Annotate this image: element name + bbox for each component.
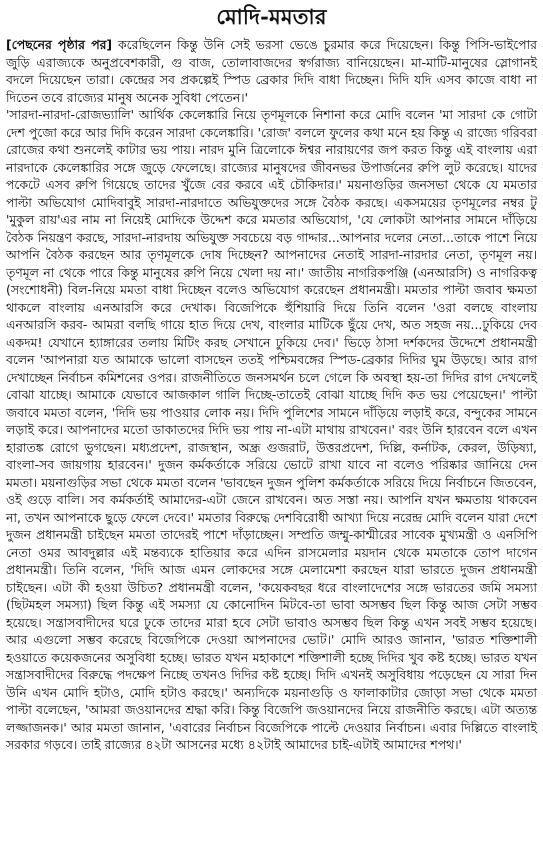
article-paragraph-2: 'সারদা-নারদা-রোজভ্যালি' আর্থিক কেলেঙ্কারি নিয়ে তৃণমূলকে নিশানা করে মোদি বলেন 'মা সারদা কে গোটা দেশ পুজো করে আর দিদি করেন সারদা কেলেঙ্কারি। 'রোজ' বললে ফুলের কথা মনে হয় কিন্তু এ রাজ্যে গরিবরা রোজের কথা শুনলেই কাটার ভয় পায়। নারদ মুনি ত্রিলোকে ঈশ্বর নারায়ণের জপ করত কিন্তু এই বাংলায় এরা নারদাকে কেলেঙ্কারির সঙ্গে জুড়ে ফেলেছে। রাজ্যের মানুষদের জীবনভর উপার্জনের রুপি লুট করেছে। যাদের পকেটে এসব রুপি গিয়েছে তাদের খুঁজে বের করবে এই চৌকিদার।' ময়নাগুড়ির জনসভা থেকে যে মমতার পাল্টা অভিযোগ মোদিবাবুই সারদা-নারদাতে অভিযুক্তদের সঙ্গে বৈঠক করছে। একসময়ের তৃণমূলের নম্বর টু 'মুকুল রায়'এর নাম না নিয়েই মোদিকে উদ্দেশ করে মমতার অভিযোগ, 'যে লোকটা আপনার সামনে দাঁড়িয়ে বৈঠক নিয়ন্ত্রণ করছে, সারদা-নারদায় অভিযুক্ত সবচেয়ে বড় গাদ্দার...আপনার দলের নেতা...তাকে পাশে নিয়ে আপনি বৈঠক করছেন আর তৃণমূলকে দোষ দিচ্ছেন? আপনাদের নেতাই সারদা-নারদার নেতা, তৃণমূল নয়। তৃণমূল না থেকে পারে কিন্তু মানুষের রুপি নিয়ে খেলা দয় না।' জাতীয় নাগরিকপঞ্জি (এনআরসি) ও নাগরিকত্ব (সংশোধনী) বিল-নিয়ে মমতা বাধা দিচ্ছেন বলেও অভিযোগ করেছেন প্রধানমন্ত্রী। মমতার পাল্টা জবাব ক্ষমতা থাকলে বাংলায় এনআরসি করে দেখাক। বিজেপিকে হুঁশিয়ারি দিয়ে তিনি বলেন 'ওরা বলছে বাংলায় এনআরসি করব- আমরা বলছি গায়ে হাত দিয়ে দেখ, বাংলার মাটিকে ছুঁয়ে দেখ, অত সহজ নয়...ঢুকিয়ে দেব একদম! যেখানে হ্যাঙ্গারের তলায় মিটিং করছ সেখানে ঢুকিয়ে দেব।' ভিড়ে ঠাসা দর্শকদের উদ্দেশে প্রধানমন্ত্রী বলেন 'আপনারা যত আমাকে ভালো বাসছেন ততই পশ্চিমবঙ্গের স্পিড-ব্রেকার দিদির ঘুম উড়ছে। আর রাগ দেখাচ্ছেন নির্বাচন কমিশনের ওপর। রাজনীতিতে জনসমর্থন চলে গেলে কি অবস্থা হয়-তা দিদির রাগ দেখলেই বোঝা যাচ্ছে। আমাকে যেভাবে আজকাল গালি দিচ্ছে-তাতেই বোঝা যাচ্ছে দিদি কত ভয় পেয়েছেন।' পাল্টা জবাবে মমতা বলেন, 'দিদি ভয় পাওয়ার লোক নয়। দিদি পুলিশের সামনে দাঁড়িয়ে লড়াই করে, বন্দুকের সামনে লড়াই করে। আপনাদের মতো ডাকাতদের দিদি ভয় পায় না-এটা মাথায় রাখবেন।' বরং উনি হারবেন বলে এখন হারাতঙ্ক রোগে ভুগছেন। মধ্যপ্রদেশ, রাজস্থান, অন্ধ্র গুজরাট, উত্তরপ্রদেশ, দিল্লি, কর্নাটক, কেরল, উড়িষ্যা, বাংলা-সব জায়গায় হারবেন।' দুজন কর্মকর্তাকে সরিয়ে ভোটে রাখা যাবে না বলেও পরিষ্কার জানিয়ে দেন মমতা। ময়নাগুড়ির সভা থেকে মমতা বলেন 'ভাবছেন দুজন পুলিশ কর্মকর্তাকে সরিয়ে দিয়ে নির্বাচনে জিতবেন, ওই গুড়ে বালি। সব কর্মকর্তাই আমাদের-এটা জেনে রাখবেন। অত সস্তা নয়। আপনি যখন ক্ষমতায় থাকবেন না, তখন আপনাকে ছুড়ে ফেলে দেবে।' মমতার বিরুদ্ধে দেশবিরোধী আখ্যা দিয়ে নরেন্দ্র মোদি বলেন যারা দেশে দুজন প্রধানমন্ত্রী চাইছেন মমতা তাদেরই পাশে দাঁড়াচ্ছেন। সম্প্রতি জম্মু-কাশ্মীরের সাবেক মুখ্যমন্ত্রী ও এনসিপি নেতা ওমর আবদুল্লার এই মন্তব্যকে হাতিয়ার করে এদিন রাসমেলার ময়দান থেকে মমতাকে তোপ দাগেন প্রধানমন্ত্রী। তিনি বলেন, 'দিদি আজ এমন লোকদের সঙ্গে মেলামেশা করছেন যারা ভারতে দুজন প্রধানমন্ত্রী চাইছেন। এটা কী হওয়া উচিত? প্রধানমন্ত্রী বলেন, 'কয়েকবছর ধরে বাংলাদেশের সঙ্গে ভারতের জমি সমস্যা (ছিটমহল সমস্যা) ছিল কিন্তু এই সমস্যা যে কোনোদিন মিটবে-তা ভাবা অসম্ভব ছিল কিন্তু আজ সেটা সম্ভব হয়েছে। সন্ত্রাসবাদীদের ঘরে ঢুকে তাদের মারা হবে সেটা ভাবাও অসম্ভব ছিল কিন্তু এখন সবই সম্ভব হয়েছে। আর এগুলো সম্ভব করেছে বিজেপিকে দেওয়া আপনাদের ভোট।' মোদি আরও জানান, 'ভারত শক্তিশালী হওয়াতে কয়েকজনের অসুবিধা হচ্ছে। ভারত যখন মহাকাশে শক্তিশালী হচ্ছে দিদির খুব কষ্ট হচ্ছে। ভারত যখন সন্ত্রাসবাদীদের বিরুদ্ধে পদক্ষেপ নিচ্ছে তখনও দিদির কষ্ট হচ্ছে। দিদি এখনই অসুবিধায় পড়েছেন যে সারা দিন উনি এখন মোদি হটাও, মোদি হটাও করছে।' অন্যদিকে ময়নাগুড়ি ও ফালাকাটার জোড়া সভা থেকে মমতা পাল্টা বলেছেন, 'আমরা জওয়ানদের শ্রদ্ধা করি। কিন্তু বিজেপি জওয়ানদের নিয়ে রাজনীতি করছে। এটা অত্যন্ত লজ্জাজনক।' আর মমতা জানান, 'এবারের নির্বাচন বিজেপিকে পাল্টে দেওয়ার নির্বাচন। এবার দিল্লিতে বাংলাই সরকার গড়বে। তাই রাজ্যের ৪২টা আসনের মধ্যে ৪২টাই আমাদের চাই-এটাই আমাদের শপথ।' [6, 107, 537, 752]
continuation-label: [পেছনের পৃষ্ঠার পর] [6, 37, 113, 52]
paragraph-text: করেছিলেন কিন্তু উনি সেই ভরসা ভেঙে চুরমার করে দিয়েছেন। কিন্তু পিসি-ভাইপোর জুড়ি এরাজ্যকে অনুপ্রবেশকারী, গু বাজ, তোলাবাজদের স্বর্গরাজ্য বানিয়েছেন। মা-মাটি-মানুষের স্লোগানই বদলে দিয়েছেন তারা। কেন্দ্রের সব প্রকল্পেই স্পিড ব্রেকার দিদি বাধা দিচ্ছেন। দিদি যদি এসব কাজে বাধা না দিতেন তবে রাজ্যের মানুষ অনেক সুবিধা পেতেন।' [6, 37, 537, 105]
article-paragraph-1 [6, 36, 537, 106]
article-body [6, 36, 537, 754]
article-headline: মোদি-মমতার [216, 4, 327, 29]
